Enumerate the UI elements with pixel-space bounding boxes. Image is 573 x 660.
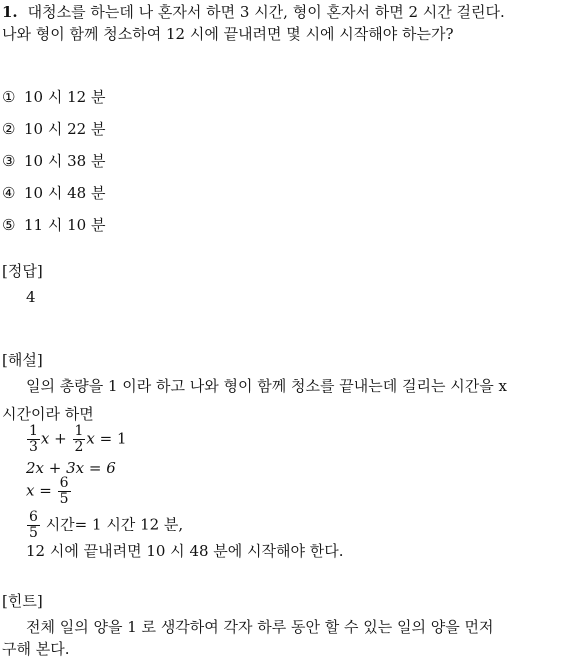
equation-4 [26,510,183,541]
question-line-2: 나와 형이 함께 청소하여 12 시에 끝내려면 몇 시에 시작해야 하는가? [2,25,454,43]
choice-3 [2,151,105,171]
equation-3-lhs: x = [26,481,57,500]
fraction-6-5 [27,510,40,541]
hint-line-2: 구해 본다. [2,640,70,658]
variable-x: x [40,429,50,448]
fraction-denominator: 3 [29,439,38,455]
choice-2 [2,119,105,139]
equation-1-rhs: = 1 [94,429,127,448]
choice-2-text: 10 시 22 분 [24,120,106,138]
question-text-1: 대청소를 하는데 나 혼자서 하면 3 시간, 형이 혼자서 하면 2 시간 걸린다. [27,3,505,21]
fraction-denominator: 5 [29,525,38,541]
choice-4 [2,183,105,203]
choice-4-mark: ④ [2,184,16,202]
answer-header: [정답] [2,262,43,280]
fraction-denominator: 5 [59,491,69,507]
hint-line-1: 전체 일의 양을 1 로 생각하여 각자 하루 동안 할 수 있는 일의 양을 먼저 [26,618,494,636]
solution-line-1: 일의 총량을 1 이라 하고 나와 형이 함께 청소를 끝내는데 걸리는 시간을 x [26,377,507,395]
choice-1-text: 10 시 12 분 [24,88,106,106]
choice-1-mark: ① [2,88,16,106]
solution-line-2: 시간이라 하면 [2,405,94,423]
choice-4-text: 10 시 48 분 [24,184,106,202]
equation-3 [26,476,72,507]
equation-2: 2x + 3x = 6 [26,459,116,477]
hint-header: [힌트] [2,592,43,610]
fraction-numerator: 6 [29,509,38,525]
fraction-1-3 [27,424,40,455]
fraction-numerator: 1 [74,423,84,439]
fraction-6-5 [58,476,71,507]
solution-line-3: 12 시에 끝내려면 10 시 48 분에 시작해야 한다. [26,542,344,560]
choice-3-mark: ③ [2,152,16,170]
choice-3-text: 10 시 38 분 [24,152,106,170]
fraction-numerator: 1 [29,423,38,439]
variable-x: x [86,429,95,448]
plus-sign: + [49,429,72,448]
solution-header: [해설] [2,351,43,369]
fraction-numerator: 6 [59,475,69,491]
equation-1 [26,424,127,455]
choice-2-mark: ② [2,120,16,138]
choice-1 [2,87,105,107]
answer-value: 4 [26,288,36,306]
fraction-denominator: 2 [74,439,84,455]
equation-4-text: 시간= 1 시간 12 분, [40,515,184,534]
question-number: 1. [2,3,18,21]
choice-5-mark: ⑤ [2,216,16,234]
choice-5 [2,215,105,235]
question-line-1 [2,2,505,22]
fraction-1-2 [73,424,86,455]
choice-5-text: 11 시 10 분 [24,216,106,234]
